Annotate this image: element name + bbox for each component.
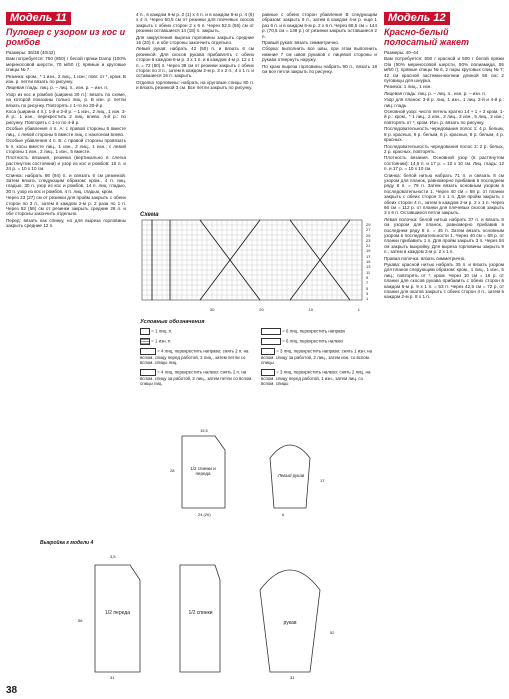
model11-paragraph: Узор из кос и ромбов (ширина 30 п.): вязать по схеме, на которой показаны только лиц. р. В изн. р. петли вязать по рисунку. Повторять с 1-го по 30-й р. xyxy=(6,91,126,108)
right-mid-paragraph: равные с обеих сторон убавления В следующим образом: закрыть 6 п., затем в каждом 4-м р. еще 1 раз 6 п. и в каждом 6-м р. 2 х 6 п. Через 68,5 см = 144 р. (70,5 см = 148 р.) от резинки закрыть оставшиеся 2 п. xyxy=(262,12,377,39)
model11-paragraph: Размеры: 36/38 (40/42) xyxy=(6,50,55,55)
knit-stitch-icon xyxy=(140,328,150,335)
row-label: 27 xyxy=(366,227,371,233)
model12-paragraph: Правая полочка: вязать симметрично. xyxy=(384,255,466,261)
row-label: 23 xyxy=(366,237,371,243)
middle-paragraph: Левый рукав: набрать 42 (50) п. и вязать 6 см резинкой. Для скосов рукава прибавлять с обеих сторон в каждом 6-м р. 3 х 1 п. и в каждом 4-м р. 12 х 1 п. = 72 (80) п. Через 38 см от резинки закрыть с обеих сторон по 3 п., затем в каждом 2-м р. 3 х 2 п., 4 х 1 п. и оставшиеся 16 п. закрыть. xyxy=(136,46,254,79)
pattern-dim: 6 xyxy=(282,512,285,517)
legend-item: = 6 лиц. перекрестить налево xyxy=(261,338,376,345)
model12-paragraph: Основной узор: число петель кратно 14 + 1 + 2 кром. 1-й р.: кром., * 1 лиц., 2 изн., 2 лиц., 2 изн., 5 лиц., 2 изн.; повторять от *, кром. Изн. р. вязать по рисунку. xyxy=(384,109,504,125)
model12-paragraph: Лицевая гладь: лиц. р. – лиц. п., изн. р. – изн. п. xyxy=(384,90,487,96)
cable6-right-icon xyxy=(261,328,281,335)
pattern-dim: 3,5 xyxy=(110,554,116,559)
page-number: 38 xyxy=(6,685,18,696)
pattern-dim: 15,5 xyxy=(200,428,208,433)
legend-item: = 4 лиц. перекрестить направо: снять 2 п. на вспом. спицу перед работой, 2 лиц., затем петли со вспом. спицы лиц. xyxy=(140,348,249,366)
row-label: 13 xyxy=(366,264,371,270)
row-label: 9 xyxy=(366,274,369,280)
middle-column xyxy=(136,12,254,92)
model11-paragraph: Коса (ширина 4 п.): 1-й и 2-й р. – 1 изн., 2 лиц., 1 изн. 3-й р.: 1 изн., перекрестить 2 лиц. влево. 4-й р.: по рисунку. Повторять с 1-го по 4-й р. xyxy=(6,109,126,125)
row-label: 5 xyxy=(366,285,369,291)
row-label: 17 xyxy=(366,253,371,259)
model11-paragraph: Плотность вязания, резинка (вертикально в слегка растянутом состоянии) и узор из кос и ромбов: 18 п. и 24 р. = 10 х 10 см. xyxy=(6,155,126,172)
pattern-label: рукав xyxy=(283,620,297,626)
col-label: 20 xyxy=(259,307,264,312)
model11-title: Пуловер с узором из кос и ромбов xyxy=(6,27,126,47)
right-mid-paragraph: По краю выреза горловины набрать 90 п., вязать 18 см все петли закрыть по рисунку. xyxy=(262,63,377,75)
right-mid-paragraph: Правый рукав: вязать симметрично. xyxy=(262,40,340,46)
big-pattern xyxy=(40,540,380,685)
model12-paragraph: Размеры: 40–44 xyxy=(384,50,419,55)
pattern-label: Левый рукав xyxy=(277,473,305,478)
legend-item: = 3 лиц. перекрестить налево: снять 2 лиц. на вспом. спицу перед работой, 1 изн., затем лиц. со вспом. спицы xyxy=(261,369,371,386)
row-label: 7 xyxy=(366,280,369,286)
small-pattern xyxy=(170,428,370,528)
chart-row-labels xyxy=(366,222,370,301)
model12-paragraph: Плотность вязания. Основной узор (в растянутом состоянии): 14,5 п. и 17 р. = 10 х 10 см. Лиц. гладь: 12 п. и 17 р. = 10 х 10 см. xyxy=(384,155,504,172)
row-label: 1 xyxy=(366,296,369,302)
pattern-dim: 24 (26) xyxy=(198,512,211,517)
model12-paragraph: Спинка: белой нитью набрать 71 п. и связать 8 см узором для планок, равномерно прибавив в последнем ряду 8 п. = 79 п. Затем вязать основным узором в последовательности 1. Через 40 см = 68 р. от планки закрыть с обеих сторон 3 х 1 п. Для пройм закрыть с обеих сторон 4 п., затем в каждом 2-м р. 2 х 1 п. Через 66 см = 112 р. от планки для плечевых скосов закрыть 3 х 6 п. Оставшиеся петли закрыть. xyxy=(384,172,504,216)
model11-paragraph: Резинка: кром., * 1 изн., 2 лиц., 1 изн.; повт. от *, кром. В изн. р. петли вязать по рисунку. xyxy=(6,73,126,85)
cable3-left-icon xyxy=(261,369,275,376)
col-label: 30 xyxy=(210,307,215,312)
middle-paragraph: 4 п., в каждом 6-м р. 2 (1) х 4 п. и в каждом 8-м р. 4 (6) х 4 п. Через 50,5 см от резинки для плечевых скосов закрыть с обеих сторон 2 х 6 п. Через 52,5 (56) см от резинки оставшиеся 14 (18) п. закрыть. xyxy=(136,12,254,34)
legend-item: = 4 лиц. перекрестить налево: снять 2 п. на вспом. спицу за работой, 2 лиц., затем петли со вспом. спицы лиц. xyxy=(140,369,253,386)
pattern-label: 1/2 спинки xyxy=(188,610,213,616)
pattern-dim: 28 xyxy=(170,468,175,473)
model11-text xyxy=(6,50,126,229)
model11-header: Модель 11 xyxy=(6,12,71,25)
right-mid-column xyxy=(262,12,377,75)
legend-item: = 3 лиц. перекрестить направо: снять 1 изн. на вспом. спицу за работой, 2 лиц., затем изн. со вспом. спицы xyxy=(261,348,373,366)
row-label: 15 xyxy=(366,259,371,265)
model11-paragraph: Через 23 (27) см от резинки для пройм закрыть с обеих сторон по 3 п., затем в каждом 2-м р. 2 раза по 1 п. Через 52 (56) см от резинки закрыть средние 26 п. и обе стороны закончить отдельно. xyxy=(6,195,126,217)
model11-column xyxy=(6,12,126,230)
model11-paragraph: Особые убавления 4 п. Б: с правой стороны провязать 5 п. косы вместе лиц., 1 изн., 2 лиц., 1 изн.; с левой стороны 1 изн., 2 лиц., 1 изн., 5 вместе. xyxy=(6,138,126,154)
model11-paragraph: Перед: вязать как спинку, но для выреза горловины закрыть средние 12 п. xyxy=(6,217,126,229)
col-label: 10 xyxy=(308,307,313,312)
model11-paragraph: Лицевая гладь: лиц. р. – лиц. п., изн. р. – изн. п. xyxy=(6,85,109,91)
model12-title: Красно-белый полосатый жакет xyxy=(384,27,469,47)
chart-title: Схема xyxy=(140,212,159,218)
middle-paragraph: Для закругления выреза горловины закрыть средние 16 (20) п. и обе стороны закончить отдельно. xyxy=(136,34,254,46)
row-label: 19 xyxy=(366,248,371,254)
model12-column xyxy=(384,12,504,301)
middle-paragraph: Отделка горловины: набрать на круговые спицы 80 п. и вязать резинкой 3 см. Все петли закрыть по рисунку. xyxy=(136,79,254,91)
model12-paragraph: Последовательность чередования полос 1: 4 р. белым, 8 р. красных, 6 р. белым, 6 р. красных, 8 р. белым, 4 р. красных. xyxy=(384,126,504,143)
model11-paragraph: Особые убавления 4 п. А: с правой стороны 5 вместе лиц., с левой стороны 5 вместе лиц. с наклоном влево. xyxy=(6,126,126,137)
cable6-left-icon xyxy=(261,338,281,345)
knit-chart xyxy=(140,212,378,312)
model12-paragraph: Левая полочка: белой нитью набрать 37 п. и вязать 8 см узором для планок, равномерно прибавив в последнем ряду 8 п. = 45 п. Затем вязать основным узором в последовательности 1. Через 40 см = 68 р. от планки прибавить 1 п. Для пройм закрыть 3 п. Через 54 см закрыть выкройку. Для выреза горловины закрыть 9 п., затем в каждом 2-м р. 2 х 1 п. xyxy=(384,216,504,255)
cable-left-icon xyxy=(140,369,156,376)
model12-paragraph: Рукава: красной нитью набрать 35 п. и вязать узором для планок следующим образом: кром., 1 лиц., 1 изн., 5 лиц.; повторять от *, кром. Через 10 см = 16 р. от планки для скосов рукава прибавить с обеих сторон в каждом 6-м р. 9 х 1 п. = 53 п. Через 42,5 см = 72 р. от планки для окатов закрыть с обеих сторон 4 п., затем в каждом 2-м р. 8 х 1 п. xyxy=(384,262,504,300)
cable-right-icon xyxy=(140,348,156,355)
model11-paragraph: Спинка: набрать 86 (94) п. и связать 6 см резинкой. Затем вязать следующим образом: кром., 4 п. лиц. гладью, 30 п. узор из кос и ромбов, 14 п. лиц. гладью, 30 п. узор из кос и ромбов, 4 п. лиц. гладью, кром. xyxy=(6,172,126,194)
model11-paragraph: Вам потребуется: 750 (850) г белой пряжи Damp (100% мериносовой шерсти, 70 м/50 г); прямые и круговые спицы № 7. xyxy=(6,56,126,73)
row-label: 21 xyxy=(366,243,371,249)
pattern-dim: 52 xyxy=(330,630,335,635)
pattern-dim: 31 xyxy=(290,675,295,680)
legend xyxy=(140,320,380,386)
chart-col-labels xyxy=(210,307,360,312)
legend-item: = 1 изн. п. xyxy=(140,338,255,345)
col-label: 1 xyxy=(357,307,360,312)
model12-paragraph: Последовательность чередования полос 2: 2 р. белых, 2 р. красных, повторять. xyxy=(384,143,504,154)
model12-paragraph: Резинка: 1 лиц., 1 изн. xyxy=(384,84,432,90)
row-label: 11 xyxy=(366,269,371,275)
row-label: 29 xyxy=(366,222,371,227)
purl-stitch-icon xyxy=(140,338,150,345)
pattern-dim: 56 xyxy=(78,618,83,623)
model12-paragraph: Узор для планок: 3-й р. лиц. 1 изн., 1 лиц. 2-й и 4-й р.: лиц. гладь. xyxy=(384,97,504,108)
cable3-right-icon xyxy=(261,348,275,355)
legend-item: = 1 лиц. п. xyxy=(140,328,255,335)
row-label: 3 xyxy=(366,290,369,296)
model12-paragraph: Вам потребуется: 550 г красной и 500 г белой пряжи Ola (50% мериносовой шерсти, 50% полиамида, 55 м/50 г); прямые спицы № 6, 2 пары круговых спиц № 7; 42 см красной застежки-молнии длиной 55 см; 2 пуговицы для шнурка. xyxy=(384,56,504,84)
pattern-dim: 17 xyxy=(320,478,325,483)
row-label: 25 xyxy=(366,232,371,238)
pattern-dim: 31 xyxy=(110,675,115,680)
legend-item: = 6 лиц. перекрестить направо xyxy=(261,328,376,335)
chart-grid-svg xyxy=(140,218,378,310)
pattern-label: 1/2 переда xyxy=(105,610,130,616)
legend-title: Условные обозначения xyxy=(140,319,205,325)
model12-header: Модель 12 xyxy=(384,12,450,25)
pattern-label: 1/2 спинки и переда xyxy=(190,466,216,476)
big-pattern-title: Выкройка к модели 4 xyxy=(40,540,94,546)
right-mid-paragraph: Сборка: выполнить все швы, при этом выполнить нижние 7 см швов рукавов с лицевой стороны и рукава отвернуть наружу. xyxy=(262,46,377,63)
